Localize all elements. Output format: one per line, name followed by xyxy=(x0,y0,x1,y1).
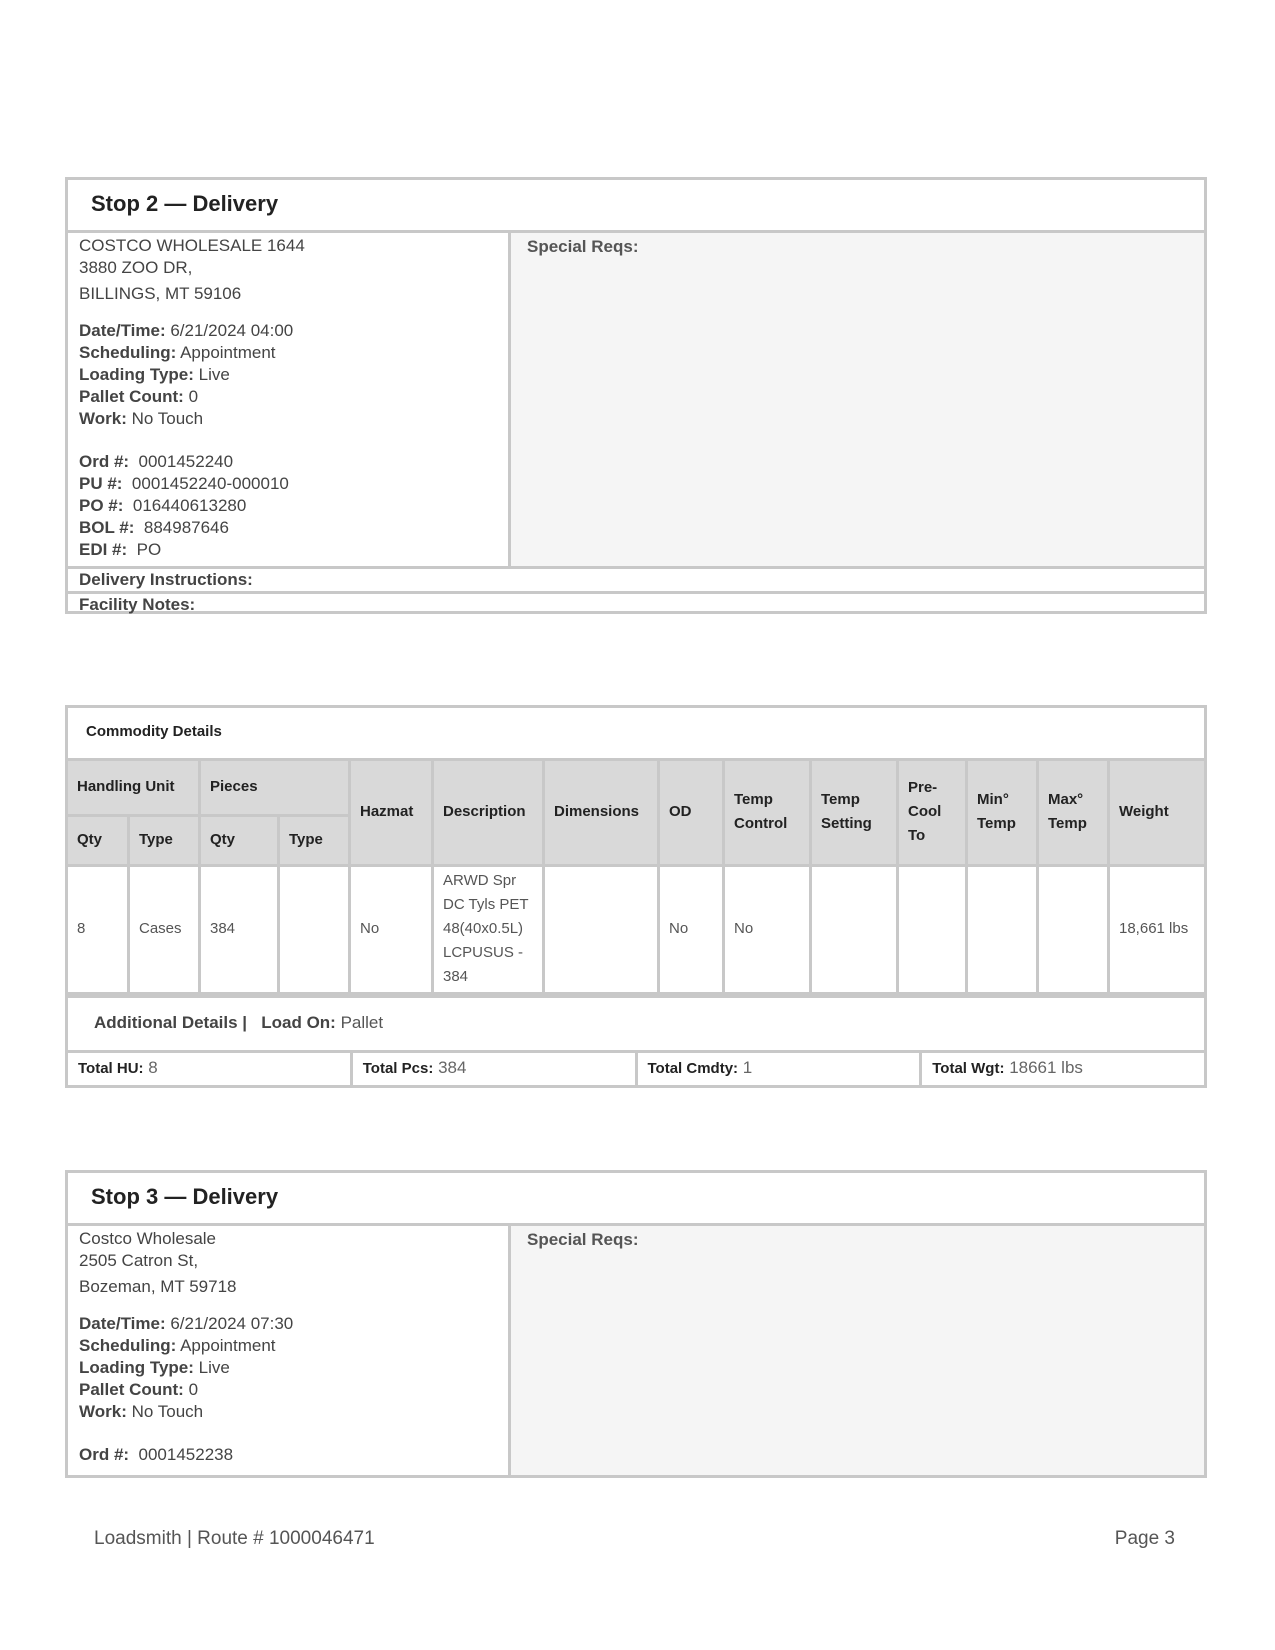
cell-pc-type xyxy=(279,865,350,993)
stop-2-ref-pu: PU #: 0001452240-000010 xyxy=(79,474,289,493)
cell-pc-qty: 384 xyxy=(200,865,279,993)
stop-2-ref-edi: EDI #: PO xyxy=(79,540,162,559)
col-hazmat: Hazmat xyxy=(350,761,433,865)
stop-3-field-work: Work: No Touch xyxy=(79,1402,204,1421)
stop-2-title: Stop 2 — Delivery xyxy=(68,180,1204,233)
cell-hu-qty: 8 xyxy=(68,865,129,993)
cell-weight: 18,661 lbs xyxy=(1109,865,1205,993)
stop-2-field-pallet-count: Pallet Count: 0 xyxy=(79,387,199,406)
stop-3-field-datetime: Date/Time: 6/21/2024 07:30 xyxy=(79,1314,294,1333)
commodity-totals xyxy=(68,1050,1204,1085)
footer-page-number: Page 3 xyxy=(1114,1528,1175,1549)
cell-min-temp xyxy=(967,865,1038,993)
commodity-details-title: Commodity Details xyxy=(68,708,1204,761)
cell-max-temp xyxy=(1038,865,1109,993)
stop-2-ref-bol: BOL #: 884987646 xyxy=(79,518,229,537)
stop-3-details xyxy=(68,1226,511,1475)
col-temp-control: Temp Control xyxy=(724,761,811,865)
col-pc-qty: Qty xyxy=(200,815,279,865)
cell-description: ARWD Spr DC Tyls PET 48(40x0.5L) LCPUSUS - 384 xyxy=(433,865,544,993)
cell-hu-type: Cases xyxy=(129,865,200,993)
cell-hazmat: No xyxy=(350,865,433,993)
col-min-temp: Min° Temp xyxy=(967,761,1038,865)
stop-2-address xyxy=(79,235,508,305)
stop-2-field-loading-type: Loading Type: Live xyxy=(79,365,230,384)
col-pre-cool-to: Pre-Cool To xyxy=(898,761,967,865)
total-cmdty: Total Cmdty: 1 xyxy=(635,1053,920,1085)
address-street: 2505 Catron St, xyxy=(79,1251,199,1270)
cell-temp-control: No xyxy=(724,865,811,993)
stop-2-field-work: Work: No Touch xyxy=(79,409,204,428)
col-pieces: Pieces xyxy=(200,761,350,815)
stop-3-card xyxy=(65,1170,1207,1478)
cell-od: No xyxy=(659,865,724,993)
footer-route: Loadsmith | Route # 1000046471 xyxy=(94,1528,375,1549)
col-od: OD xyxy=(659,761,724,865)
col-pc-type: Type xyxy=(279,815,350,865)
stop-2-facility-notes: Facility Notes: xyxy=(68,591,1204,616)
table-row xyxy=(68,865,1204,993)
stop-2-field-datetime: Date/Time: 6/21/2024 04:00 xyxy=(79,321,294,340)
load-on-label: Load On: xyxy=(261,1012,336,1032)
col-description: Description xyxy=(433,761,544,865)
col-weight: Weight xyxy=(1109,761,1205,865)
additional-details-label: Additional Details | xyxy=(94,1012,248,1032)
stop-2-details xyxy=(68,233,511,566)
total-wgt: Total Wgt: 18661 lbs xyxy=(919,1053,1204,1085)
stop-2-field-scheduling: Scheduling: Appointment xyxy=(79,343,276,362)
stop-3-special-reqs: Special Reqs: xyxy=(511,1226,1204,1475)
total-pcs: Total Pcs: 384 xyxy=(350,1053,635,1085)
cell-pre-cool-to xyxy=(898,865,967,993)
commodity-table xyxy=(68,761,1204,995)
col-max-temp: Max° Temp xyxy=(1038,761,1109,865)
stop-3-field-scheduling: Scheduling: Appointment xyxy=(79,1336,276,1355)
address-name: Costco Wholesale xyxy=(79,1229,217,1248)
stop-3-title: Stop 3 — Delivery xyxy=(68,1173,1204,1226)
address-name: COSTCO WHOLESALE 1644 xyxy=(79,236,305,255)
col-hu-type: Type xyxy=(129,815,200,865)
stop-2-ref-ord: Ord #: 0001452240 xyxy=(79,452,234,471)
commodity-details-card xyxy=(65,705,1207,1088)
additional-details xyxy=(68,995,1204,1050)
col-dimensions: Dimensions xyxy=(544,761,659,865)
col-hu-qty: Qty xyxy=(68,815,129,865)
stop-3-field-loading-type: Loading Type: Live xyxy=(79,1358,230,1377)
cell-temp-setting xyxy=(811,865,898,993)
stop-2-special-reqs: Special Reqs: xyxy=(511,233,1204,566)
load-on-value: Pallet xyxy=(340,1012,384,1032)
total-hu: Total HU: 8 xyxy=(78,1057,158,1077)
stop-2-ref-po: PO #: 016440613280 xyxy=(79,496,247,515)
address-street: 3880 ZOO DR, xyxy=(79,258,193,277)
stop-2-card xyxy=(65,177,1207,614)
address-city: Bozeman, MT 59718 xyxy=(79,1277,237,1296)
stop-3-field-pallet-count: Pallet Count: 0 xyxy=(79,1380,199,1399)
stop-3-address xyxy=(79,1228,508,1298)
stop-3-ref-ord: Ord #: 0001452238 xyxy=(79,1445,234,1464)
cell-dimensions xyxy=(544,865,659,993)
col-handling-unit: Handling Unit xyxy=(68,761,200,815)
col-temp-setting: Temp Setting xyxy=(811,761,898,865)
stop-2-delivery-instructions: Delivery Instructions: xyxy=(68,566,1204,591)
address-city: BILLINGS, MT 59106 xyxy=(79,284,242,303)
